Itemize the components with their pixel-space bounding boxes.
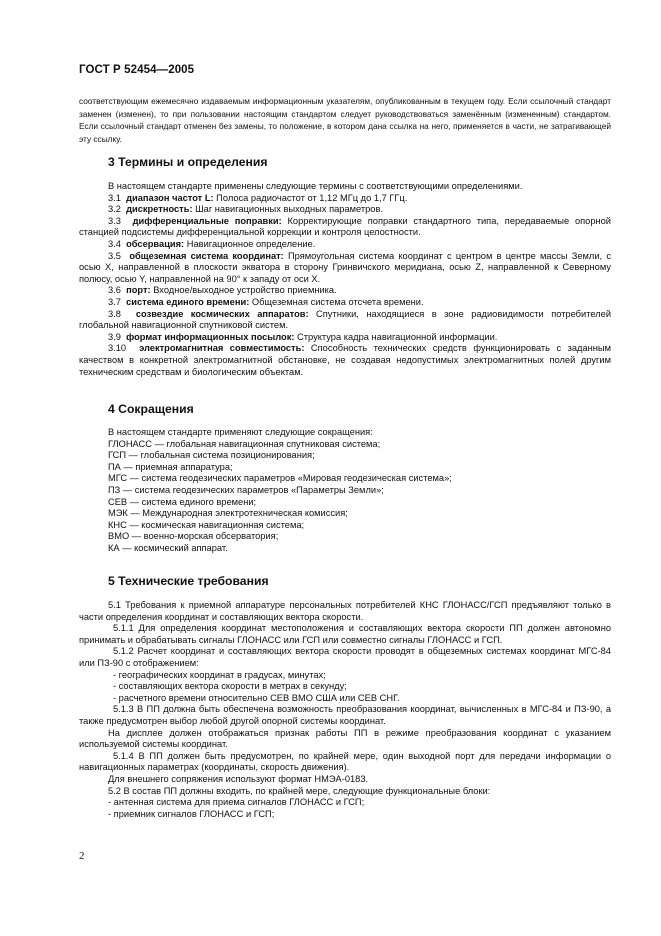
abbreviation-item: СЕВ — система единого времени; xyxy=(108,496,257,507)
term-number: 3.1 xyxy=(108,192,121,203)
term-item xyxy=(79,285,611,297)
requirement-paragraph: Для внешнего сопряжения используют формат НМЭА-0183. xyxy=(108,773,369,784)
intro-paragraph xyxy=(79,95,611,145)
term-definition: Прямоугольная система координат с центром в центре массы Земли, с осью X, направленной в плоскости экватора в сторону Гринвичского меридиана, осью Z, направленной к Северному полюсу, осью Y, направленной на 90° к западу от оси X. xyxy=(79,250,611,284)
abbreviation-item: ГСП — глобальная система позиционирования; xyxy=(108,450,315,461)
list-item: - составляющих вектора скорости в метрах в секунду; xyxy=(113,681,347,692)
requirement-paragraph: 5.1.2 Расчет координат и составляющих вектора скорости проводят в общеземных системах координат МГС-84 или ПЗ-90 с отображением: xyxy=(79,646,611,668)
term-number: 3.10 xyxy=(108,343,127,354)
list-item: - приемник сигналов ГЛОНАСС и ГСП; xyxy=(108,808,275,819)
requirement-paragraph: 5.2 В состав ПП должны входить, по крайней мере, следующие функциональные блоки: xyxy=(108,785,491,796)
list-item: - географических координат в градусах, минутах; xyxy=(113,669,326,680)
term-name: дискретность: xyxy=(126,204,193,215)
abbreviation-item: ГЛОНАСС — глобальная навигационная спутниковая система; xyxy=(108,438,381,449)
section-4-body xyxy=(79,427,611,555)
term-definition: Способность технических средств функционировать с заданным качеством в конкретной электромагнитной обстановке, не создавая недопустимых электромагнитных полей другим техническим средствам и биологическим объектам. xyxy=(79,343,611,377)
term-definition: Навигационное определение. xyxy=(184,238,316,249)
term-number: 3.9 xyxy=(108,331,121,342)
abbreviation-item: МГС — система геодезических параметров «Мировая геодезическая система»; xyxy=(108,473,452,484)
section-5-heading: 5 Технические требования xyxy=(108,574,269,588)
term-name: общеземная система координат: xyxy=(129,250,284,261)
requirement-paragraph: 5.1.4 В ПП должен быть предусмотрен, по крайней мере, один выходной порт для передачи информации о навигационных параметрах (координаты, скорость движения). xyxy=(79,750,611,773)
requirement-paragraph: На дисплее должен отображаться признак работы ПП в режиме преобразования координат с указанием используемой системы координат. xyxy=(79,727,611,750)
term-name: диапазон частот L: xyxy=(126,192,214,203)
term-number: 3.3 xyxy=(108,215,121,226)
term-definition: Спутники, находящиеся в зоне радиовидимости потребителей глобальной навигационной спутниковой систем. xyxy=(79,308,612,331)
section-5-body xyxy=(79,600,611,820)
section-3-body xyxy=(79,181,611,378)
term-number: 3.5 xyxy=(108,250,121,261)
term-item xyxy=(79,297,611,309)
term-item xyxy=(79,193,611,205)
section-4-heading: 4 Сокращения xyxy=(108,402,194,416)
abbreviation-item: КА — космический аппарат. xyxy=(108,542,228,553)
term-number: 3.8 xyxy=(108,308,121,319)
term-definition: Общеземная система отсчета времени. xyxy=(249,296,424,307)
term-name: обсервация: xyxy=(126,238,185,249)
term-item xyxy=(79,343,611,378)
abbreviation-item: ПА — приемная аппаратура; xyxy=(108,461,233,472)
term-item xyxy=(79,239,611,251)
term-definition: Структура кадра навигационной информации. xyxy=(294,331,498,342)
term-name: порт: xyxy=(126,285,151,296)
term-item xyxy=(79,216,611,239)
term-number: 3.4 xyxy=(108,238,121,249)
term-definition: Входное/выходное устройство приемника. xyxy=(150,285,337,296)
term-number: 3.7 xyxy=(108,296,121,307)
term-name: система единого времени: xyxy=(126,296,250,307)
term-definition: Корректирующие поправки стандартного типа, передаваемые опорной станцией подсистемы дифференциальной коррекции и контроля целостности. xyxy=(79,215,611,238)
term-definition: Шаг навигационных выходных параметров. xyxy=(192,204,383,215)
abbreviation-item: МЭК — Международная электротехническая комиссия; xyxy=(108,508,348,519)
abbreviation-item: ВМО — военно-морская обсерватория; xyxy=(108,531,279,542)
section-3-intro: В настоящем стандарте применены следующие термины с соответствующими определениями. xyxy=(108,181,523,191)
term-item xyxy=(79,309,611,332)
term-name: дифференциальные поправки: xyxy=(132,215,282,226)
term-name: электромагнитная совместимость: xyxy=(139,343,305,354)
term-number: 3.6 xyxy=(108,285,121,296)
abbreviation-item: КНС — космическая навигационная система; xyxy=(108,519,305,530)
page-number: 2 xyxy=(79,850,85,862)
term-item xyxy=(79,332,611,344)
term-number: 3.2 xyxy=(108,204,121,215)
requirement-paragraph: 5.1.3 В ПП должна быть обеспечена возможность преобразования координат, вычисленных в МГС-84 и ПЗ-90, а также предусмотрен выбор любой другой опорной системы координат. xyxy=(79,704,611,726)
section-4-intro: В настоящем стандарте применяют следующие сокращения: xyxy=(108,427,373,437)
abbreviation-item: ПЗ — система геодезических параметров «Параметры Земли»; xyxy=(108,484,384,495)
list-item: - расчетного времени относительно СЕВ ВМО США или СЕВ СНГ. xyxy=(113,692,400,703)
document-header: ГОСТ Р 52454—2005 xyxy=(79,64,195,76)
requirement-paragraph: 5.1.1 Для определения координат местоположения и составляющих вектора скорости ПП должен автономно принимать и обрабатывать сигналы ГЛОНАСС или ГСП или совместно сигналы ГЛОНАСС и ГСП. xyxy=(79,623,611,645)
list-item: - антенная система для приема сигналов ГЛОНАСС и ГСП; xyxy=(108,797,365,808)
section-3-heading: 3 Термины и определения xyxy=(108,155,268,169)
term-name: созвездие космических аппаратов: xyxy=(135,308,309,319)
intro-text: соответствующим ежемесячно издаваемым информационным указателям, опубликованным в текущем году. Если ссылочный стандарт заменен (изменен), то при пользовании настоящим стандартом следует руководствоваться заменённым (измененным) стандартом. Если ссылочный стандарт отменен без замены, то положение, в котором дана ссылка на него, применяется в части, не затрагивающей эту ссылку. xyxy=(79,96,611,144)
term-item xyxy=(79,251,611,286)
term-definition: Полоса радиочастот от 1,12 МГц до 1,7 ГГц. xyxy=(213,192,408,203)
requirement-paragraph: 5.1 Требования к приемной аппаратуре персональных потребителей КНС ГЛОНАСС/ГСП предъявляют только в части определения координат и составляющих вектора скорости. xyxy=(79,600,611,622)
term-item xyxy=(79,204,611,216)
term-name: формат информационных посылок: xyxy=(126,331,295,342)
